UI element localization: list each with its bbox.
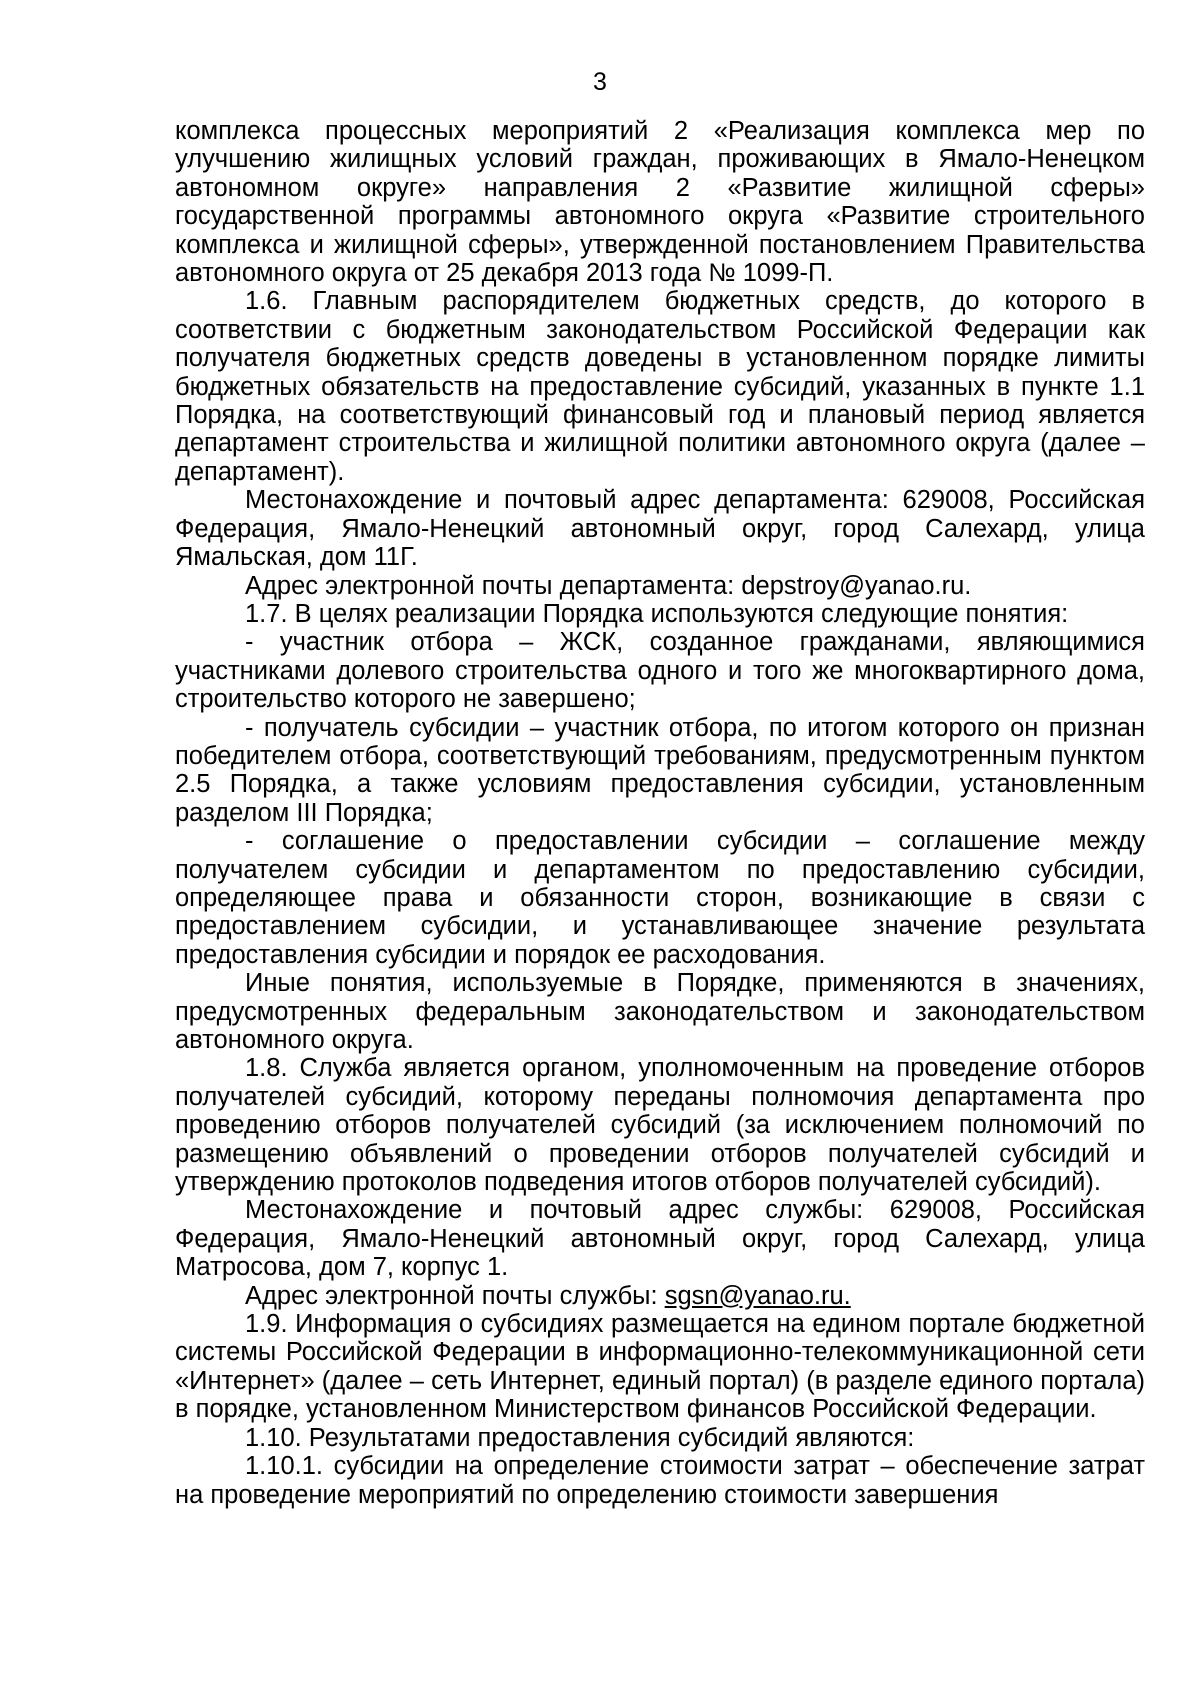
paragraph-department-email: Адрес электронной почты департамента: depstroy@yanao.ru. bbox=[245, 571, 972, 600]
paragraph-1-9-information: 1.9. Информация о субсидиях размещается на едином портале бюджетной системы Российской Федерации в информационно-телекоммуникационной сети «Интернет» (далее – сеть Интернет, единый портал) (в разделе единого портала) в порядке, установленном Министерством финансов Российской Федерации. bbox=[175, 1310, 1145, 1424]
paragraph-department-address: Местонахождение и почтовый адрес департамента: 629008, Российская Федерация, Ямало-Ненецкий автономный округ, город Салехард, улица Ямальская, дом 11Г. bbox=[175, 486, 1145, 572]
paragraph-other-terms: Иные понятия, используемые в Порядке, применяются в значениях, предусмотренных федеральным законодательством и законодательством автономного округа. bbox=[175, 969, 1145, 1054]
definition-subsidy-agreement: - соглашение о предоставлении субсидии – соглашение между получателем субсидии и департаментом по предоставлению субсидии, определяющее права и обязанности сторон, возникающие в связи с предоставлением субсидии, и устанавливающее значение результата предоставления субсидии и порядок ее расходования. bbox=[175, 827, 1145, 969]
paragraph-service-email bbox=[175, 1282, 1145, 1310]
paragraph-1-10-1-cost-subsidy: 1.10.1. субсидии на определение стоимости затрат – обеспечение затрат на проведение мероприятий по определению стоимости завершения bbox=[175, 1452, 1145, 1509]
document-body bbox=[175, 117, 1145, 1509]
paragraph-service-address: Местонахождение и почтовый адрес службы: 629008, Российская Федерация, Ямало-Ненецкий автономный округ, город Салехард, улица Матросова, дом 7, корпус 1. bbox=[175, 1196, 1145, 1282]
paragraph-1-7-definitions: 1.7. В целях реализации Порядка используются следующие понятия: bbox=[245, 599, 1069, 628]
service-email-label: Адрес электронной почты службы: bbox=[245, 1281, 665, 1310]
paragraph-1-8-service: 1.8. Служба является органом, уполномоченным на проведение отборов получателей субсидий, которому переданы полномочия департамента про проведению отборов получателей субсидий (за исключением полномочий по размещению объявлений о проведении отборов получателей субсидий и утверждению протоколов подведения итогов отборов получателей субсидий). bbox=[175, 1054, 1145, 1197]
paragraph-1-6-main-administrator: 1.6. Главным распорядителем бюджетных средств, до которого в соответствии с бюджетным законодательством Российской Федерации как получателя бюджетных средств доведены в установленном порядке лимиты бюджетных обязательств на предоставление субсидий, указанных в пункте 1.1 Порядка, на соответствующий финансовый год и плановый период является департамент строительства и жилищной политики автономного округа (далее – департамент). bbox=[175, 287, 1145, 486]
paragraph-program-reference: комплекса процессных мероприятий 2 «Реализация комплекса мер по улучшению жилищных условий граждан, проживающих в Ямало-Ненецком автономном округе» направления 2 «Развитие жилищной сферы» государственной программы автономного округа «Развитие строительного комплекса и жилищной сферы», утвержденной постановлением Правительства автономного округа от 25 декабря 2013 года № 1099-П. bbox=[175, 117, 1145, 288]
definition-subsidy-recipient: - получатель субсидии – участник отбора, по итогом которого он признан победителем отбора, соответствующий требованиям, предусмотренным пунктом 2.5 Порядка, а также условиям предоставления субсидии, установленным разделом III Порядка; bbox=[175, 713, 1145, 827]
service-email-link[interactable]: sgsn@yanao.ru. bbox=[664, 1281, 851, 1310]
page-number: 3 bbox=[593, 68, 607, 96]
paragraph-1-10-results: 1.10. Результатами предоставления субсидий являются: bbox=[245, 1423, 915, 1452]
definition-selection-participant: - участник отбора – ЖСК, созданное гражданами, являющимися участниками долевого строительства одного и того же многоквартирного дома, строительство которого не завершено; bbox=[175, 628, 1145, 714]
